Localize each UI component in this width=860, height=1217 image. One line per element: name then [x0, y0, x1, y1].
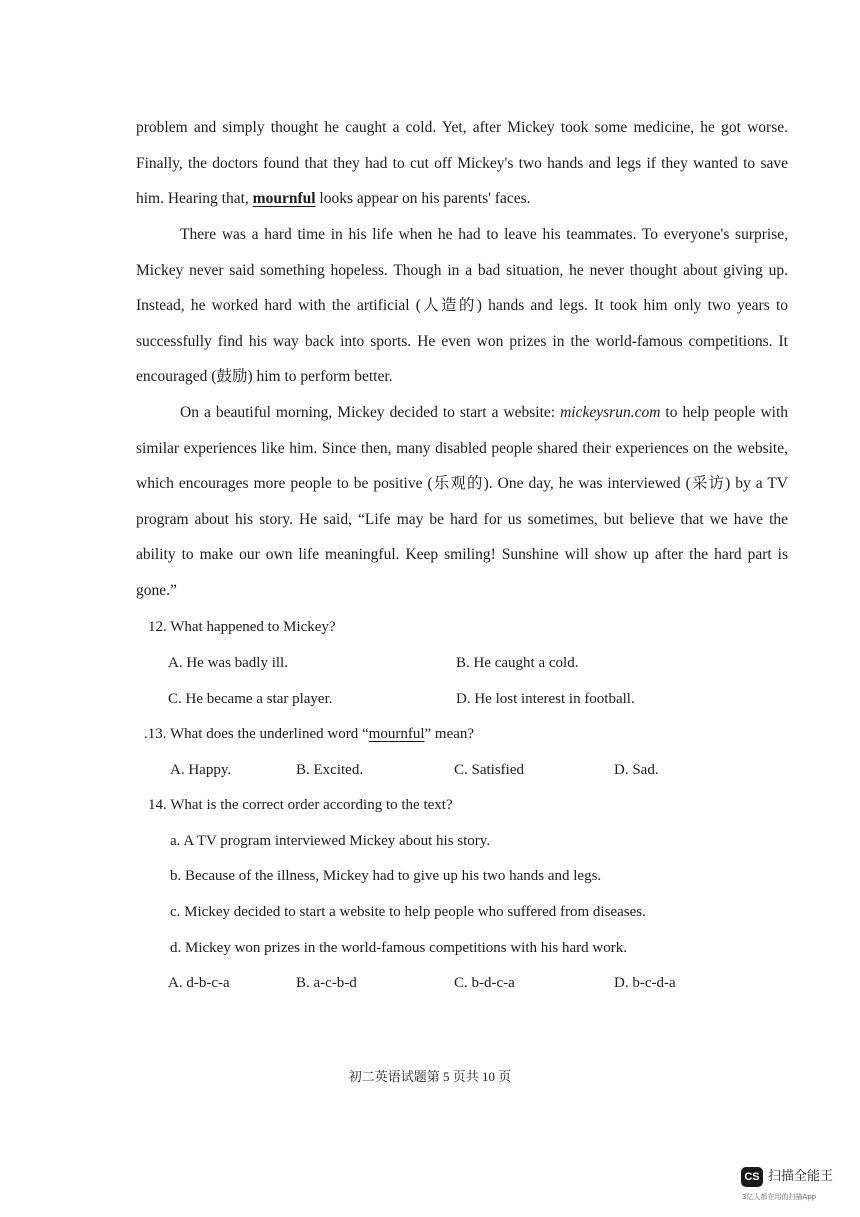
question-12-option-d: D. He lost interest in football. — [456, 691, 635, 707]
camscanner-logo-icon: CS — [741, 1167, 763, 1187]
question-14-statement-d: d. Mickey won prizes in the world-famous competitions with his hard work. — [170, 940, 628, 956]
question-13-option-a: A. Happy. — [170, 762, 232, 778]
passage-text: On a beautiful morning, Mickey decided to start a website: — [180, 404, 556, 421]
question-12-option-a: A. He was badly ill. — [168, 655, 288, 671]
question-14-statement-b: b. Because of the illness, Mickey had to give up his two hands and legs. — [170, 868, 602, 884]
passage-text: looks appear on his parents' faces. — [319, 190, 531, 208]
underlined-word: mournful — [252, 190, 316, 208]
passage-paragraph-2: There was a hard time in his life when he had to leave his teammates. To everyone's surprise, Mickey never said something hopeless. Though in a bad situation, he never thought about giving up. Instead, he worked hard with the artificial (人造的) hands and legs. It took him only two years to successfully find his way back into sports. He even won prizes in the world-famous competitions. It encouraged (鼓励) him to perform better. — [136, 226, 788, 386]
question-14-option-c: C. b-d-c-a — [454, 975, 515, 991]
question-13-option-b: B. Excited. — [296, 762, 364, 778]
question-13-stem — [144, 724, 474, 744]
passage-text: to help people with similar experiences like him. Since then, many disabled people shared their experiences on the website, which encourages more people to be positive (乐观的). One day, he was interviewed (采访) by a TV program about his story. He said, “Life may be hard for us sometimes, but believe that we have the ability to make our own life meaningful. Keep smiling! Sunshine will show up after the hard part is gone.” — [136, 404, 788, 599]
underlined-word: mournful — [368, 726, 425, 742]
question-12-option-b: B. He caught a cold. — [456, 655, 579, 671]
question-14-statement-c: c. Mickey decided to start a website to help people who suffered from diseases. — [170, 904, 646, 920]
watermark-tagline: 3亿人都在用的扫描App — [742, 1193, 817, 1201]
question-13-option-c: C. Satisfied — [454, 762, 524, 778]
question-14-option-b: B. a-c-b-d — [296, 975, 357, 991]
question-text: .13. What does the underlined word “ — [144, 726, 369, 742]
website-url: mickeysrun.com — [560, 404, 661, 421]
passage-paragraph-1 — [136, 110, 788, 217]
passage-text: problem and simply thought he caught a cold. Yet, after Mickey took some medicine, he got worse. Finally, the doctors found that they had to cut off Mickey's two hands and legs if they wanted to save him. Hearing that, — [136, 119, 788, 208]
question-12-option-c: C. He became a star player. — [168, 691, 333, 707]
page-footer: 初二英语试题第 5 页共 10 页 — [348, 1069, 512, 1084]
question-14-stem: 14. What is the correct order according to the text? — [148, 797, 453, 813]
question-12-stem: 12. What happened to Mickey? — [148, 619, 336, 635]
question-14-statement-a: a. A TV program interviewed Mickey about his story. — [170, 833, 491, 849]
question-text: ” mean? — [424, 726, 475, 742]
watermark-name: 扫描全能王 — [768, 1169, 834, 1184]
question-14-option-d: D. b-c-d-a — [614, 975, 676, 991]
question-13-option-d: D. Sad. — [614, 762, 659, 778]
passage-paragraph-3 — [136, 395, 788, 609]
question-14-option-a: A. d-b-c-a — [168, 975, 230, 991]
